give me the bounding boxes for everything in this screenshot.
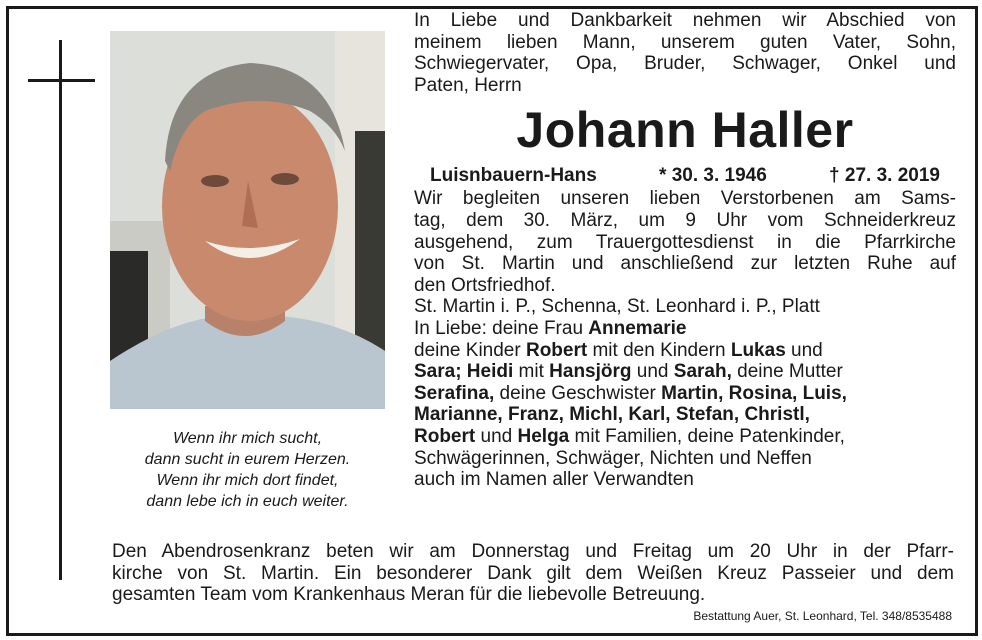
funeral-line: ausgehend, zum Trauergottesdienst in die Pfarrkirche — [414, 231, 956, 253]
poem — [110, 428, 385, 512]
closing-line: gesamten Team vom Krankenhaus Meran für die liebevolle Betreuung. — [112, 584, 706, 606]
notice-text — [414, 10, 956, 491]
funeral-line: den Ortsfriedhof. — [414, 274, 556, 296]
mourner-name: Robert — [414, 425, 476, 447]
poem-line: Wenn ihr mich dort findet, — [156, 472, 339, 489]
funeral-home-credit: Bestattung Auer, St. Leonhard, Tel. 348/8535488 — [693, 609, 952, 623]
mourners-line — [414, 340, 956, 362]
funeral-line: Wir begleiten unseren lieben Verstorbenen am Sams- — [414, 188, 956, 210]
closing-text — [112, 541, 954, 606]
mourner-name: Annemarie — [588, 317, 687, 339]
mourner-text: und — [475, 425, 518, 447]
mourner-text: mit Familien, deine Patenkinder, — [569, 425, 845, 447]
mourner-text: deine Kinder — [414, 339, 526, 361]
mourners-line: auch im Namen aller Verwandten — [414, 469, 694, 491]
mourner-text: deine Geschwister — [494, 382, 662, 404]
funeral-line: von St. Martin und anschließend zur letzten Ruhe auf — [414, 253, 956, 275]
poem-line: dann sucht in eurem Herzen. — [144, 451, 351, 468]
birth-date: * 30. 3. 1946 — [659, 165, 767, 187]
mourners-line — [414, 383, 956, 405]
mourner-name: Serafina, — [414, 382, 495, 404]
mourner-text: deine Mutter — [731, 361, 843, 383]
mourner-text: und — [785, 339, 823, 361]
dates-row — [414, 164, 956, 188]
mourner-name: Sara; Heidi — [414, 361, 514, 383]
mourner-text: In Liebe: deine Frau — [414, 317, 589, 339]
mourner-name: Helga — [517, 425, 570, 447]
mourner-name: Lukas — [730, 339, 786, 361]
mourner-text: und — [631, 361, 674, 383]
intro-line: In Liebe und Dankbarkeit nehmen wir Abschied von — [414, 10, 956, 31]
intro-line: Schwiegervater, Opa, Bruder, Schwager, Onkel und — [414, 53, 956, 75]
mourners-line — [414, 361, 956, 383]
mourner-name: Hansjörg — [549, 361, 632, 383]
mourner-name: Marianne, Franz, Michl, Karl, Stefan, Christl, — [414, 404, 810, 426]
mourners-line — [414, 426, 956, 448]
intro-line: meinem lieben Mann, unserem guten Vater, Sohn, — [414, 31, 956, 53]
nickname: Luisnbauern-Hans — [430, 165, 597, 187]
places: St. Martin i. P., Schenna, St. Leonhard i. P., Platt — [414, 296, 820, 318]
mourners-line — [414, 318, 956, 340]
closing-line: Den Abendrosenkranz beten wir am Donnerstag und Freitag um 20 Uhr in der Pfarr- — [112, 541, 954, 562]
mourners-line: Schwägerinnen, Schwäger, Nichten und Neffen — [414, 447, 812, 469]
mourner-name: Sarah, — [673, 361, 732, 383]
mourners-line — [414, 404, 956, 426]
mourner-text: mit den Kindern — [587, 339, 731, 361]
mourner-name: Robert — [525, 339, 588, 361]
deceased-name: Johann Haller — [516, 102, 854, 159]
poem-line: Wenn ihr mich sucht, — [172, 430, 323, 447]
death-date: † 27. 3. 2019 — [829, 165, 940, 187]
mourner-name: Martin, Rosina, Luis, — [661, 382, 847, 404]
intro-line: Paten, Herrn — [414, 74, 522, 96]
funeral-line: tag, dem 30. März, um 9 Uhr vom Schneiderkreuz — [414, 209, 956, 231]
portrait-photo — [110, 31, 385, 409]
closing-line: kirche von St. Martin. Ein besonderer Dank gilt dem Weißen Kreuz Passeier und dem — [112, 562, 954, 584]
mourner-text: mit — [513, 361, 550, 383]
poem-line: dann lebe ich in euch weiter. — [146, 493, 349, 510]
